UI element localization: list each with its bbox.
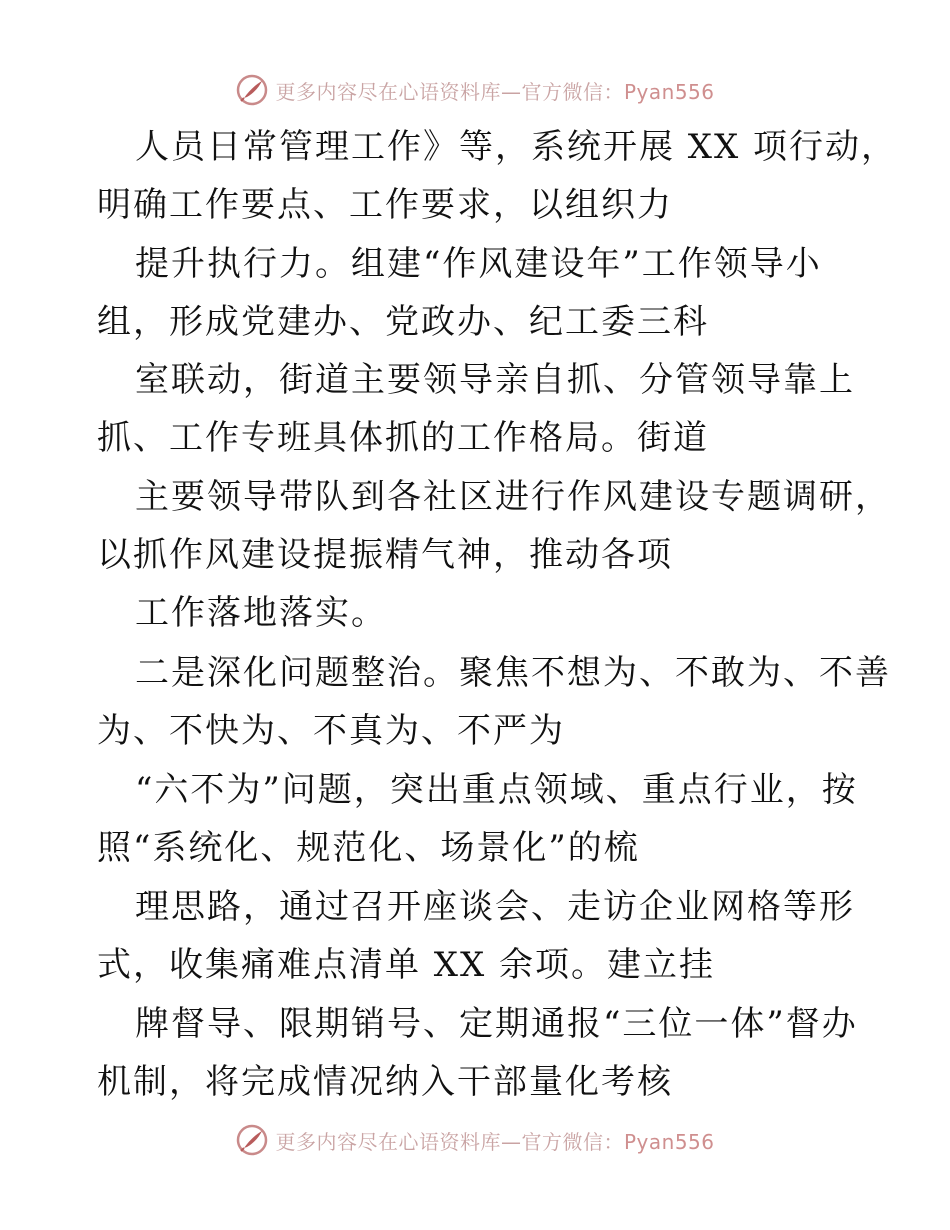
text-line: 式，收集痛难点清单 XX 余项。建立挂 xyxy=(97,945,716,985)
watermark-text: 更多内容尽在心语资料库—官方微信：Pyan556 xyxy=(275,79,715,104)
text-line: 理思路，通过召开座谈会、走访企业网格等形 xyxy=(135,887,855,927)
text-line: 抓、工作专班具体抓的工作格局。街道 xyxy=(97,418,709,458)
text-line: 以抓作风建设提振精气神，推动各项 xyxy=(97,535,673,575)
text-line: 明确工作要点、工作要求，以组织力 xyxy=(97,185,673,225)
watermark-text: 更多内容尽在心语资料库—官方微信：Pyan556 xyxy=(275,1129,715,1154)
text-line: 工作落地落实。 xyxy=(135,593,387,633)
header-watermark xyxy=(0,70,950,110)
text-line: 室联动，街道主要领导亲自抓、分管领导靠上 xyxy=(135,360,855,400)
text-line: 人员日常管理工作》等，系统开展 XX 项行动， xyxy=(135,127,898,167)
text-line: 照“系统化、规范化、场景化”的梳 xyxy=(97,828,640,868)
text-line: 为、不快为、不真为、不严为 xyxy=(97,711,565,751)
text-line: 提升执行力。组建“作风建设年”工作领导小 xyxy=(135,244,822,284)
text-line: 主要领导带队到各社区进行作风建设专题调研， xyxy=(135,477,891,517)
text-line: 牌督导、限期销号、定期通报“三位一体”督办 xyxy=(135,1004,858,1044)
text-line: 机制，将完成情况纳入干部量化考核 xyxy=(97,1062,673,1102)
text-line: 二是深化问题整治。聚焦不想为、不敢为、不善 xyxy=(135,653,891,693)
footer-watermark xyxy=(0,1120,950,1160)
feather-circle-logo-icon xyxy=(235,1123,269,1157)
feather-circle-logo-icon xyxy=(235,73,269,107)
text-line: “六不为”问题，突出重点领域、重点行业，按 xyxy=(135,770,858,810)
text-line: 组，形成党建办、党政办、纪工委三科 xyxy=(97,302,709,342)
